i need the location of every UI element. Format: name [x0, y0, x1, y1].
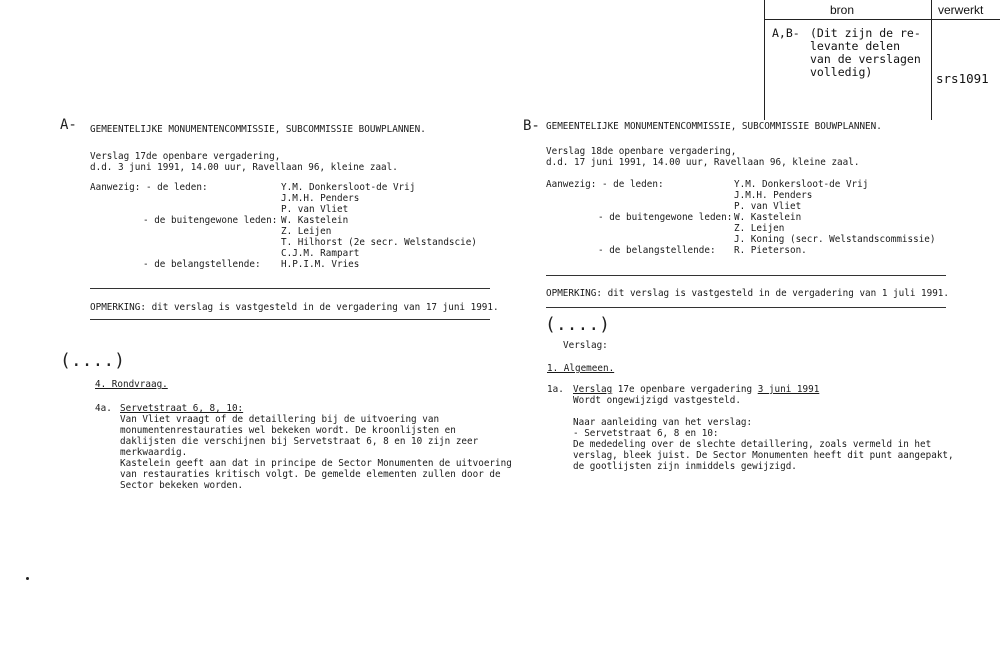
- left-verslag-line1: Verslag 17de openbare vergadering,: [90, 151, 281, 162]
- left-item-body-3: daklijsten die verschijnen bij Servetstraat 6, 8 en 10 zijn zeer: [120, 436, 479, 447]
- left-item-body-4: merkwaardig.: [120, 447, 188, 458]
- left-bg-4: C.J.M. Rampart: [281, 248, 360, 259]
- left-item-body-7: Sector bekeken worden.: [120, 480, 244, 491]
- left-item-body-5: Kastelein geeft aan dat in principe de Sector Monumenten de uitvoering: [120, 458, 512, 469]
- left-aanwezig-label: Aanwezig: - de leden:: [90, 182, 208, 193]
- right-verslag-line1: Verslag 18de openbare vergadering,: [546, 146, 737, 157]
- verwerkt-code: srs1091: [936, 71, 989, 86]
- left-verslag-line2: d.d. 3 juni 1991, 14.00 uur, Ravellaan 96, kleine zaal.: [90, 162, 398, 173]
- right-item-no: 1a.: [547, 384, 564, 395]
- right-buitengewone-label: - de buitengewone leden:: [598, 212, 733, 223]
- left-rule-top: [90, 288, 490, 289]
- right-bg-1: W. Kastelein: [734, 212, 802, 223]
- table-left-border: [764, 0, 765, 120]
- right-naar-aanleiding: Naar aanleiding van het verslag:: [573, 417, 753, 428]
- right-rule-top: [546, 275, 946, 276]
- left-belangstellende: H.P.I.M. Vries: [281, 259, 360, 270]
- right-item-line: [573, 384, 819, 395]
- bron-note-3: van de verslagen: [810, 52, 921, 66]
- marker-a: A-: [60, 117, 77, 133]
- right-belangstellende: R. Pieterson.: [734, 245, 807, 256]
- right-sub-item: - Servetstraat 6, 8 en 10:: [573, 428, 719, 439]
- left-lid-3: P. van Vliet: [281, 204, 349, 215]
- left-lid-2: J.M.H. Penders: [281, 193, 360, 204]
- left-item-body-6: van restauraties kritisch volgt. De gemelde elementen zullen door de: [120, 469, 501, 480]
- bron-note-4: volledig): [810, 65, 873, 79]
- table-header-line: [764, 19, 1000, 20]
- right-item-mid: 17e openbare vergadering: [612, 384, 758, 395]
- right-ellipsis: (....): [545, 314, 611, 335]
- right-item-date: 3 juni 1991: [757, 384, 820, 395]
- right-rule-bottom: [546, 307, 946, 308]
- right-lid-2: J.M.H. Penders: [734, 190, 813, 201]
- right-verslag-heading: Verslag:: [563, 340, 608, 351]
- right-belang-label: - de belangstellende:: [598, 245, 716, 256]
- table-divider: [931, 0, 932, 120]
- bron-note-2: levante delen: [810, 39, 901, 53]
- right-sub-body-1: De mededeling over de slechte detaillering, zoals vermeld in het: [573, 439, 932, 450]
- left-item-body-2: monumentenrestauraties wel bekeken wordt. De kroonlijsten en: [120, 425, 456, 436]
- right-sub-body-3: de gootlijsten zijn inmiddels gewijzigd.: [573, 461, 797, 472]
- right-item-body-1: Wordt ongewijzigd vastgesteld.: [573, 395, 741, 406]
- left-item-title: Servetstraat 6, 8, 10:: [120, 403, 244, 414]
- right-item-verslag: Verslag: [573, 384, 613, 395]
- left-rule-bottom: [90, 319, 490, 320]
- right-bg-3: J. Koning (secr. Welstandscommissie): [734, 234, 936, 245]
- left-ellipsis: (....): [60, 350, 126, 371]
- left-bg-3: T. Hilhorst (2e secr. Welstandscie): [281, 237, 477, 248]
- left-buitengewone-label: - de buitengewone leden:: [143, 215, 278, 226]
- left-item-body-1: Van Vliet vraagt of de detaillering bij de uitvoering van: [120, 414, 440, 425]
- left-bg-2: Z. Leijen: [281, 226, 332, 237]
- left-rondvraag: 4. Rondvraag.: [95, 379, 168, 390]
- bron-ref: A,B-: [772, 26, 800, 40]
- right-lid-1: Y.M. Donkersloot-de Vrij: [734, 179, 869, 190]
- right-algemeen: 1. Algemeen.: [547, 363, 615, 374]
- right-title: GEMEENTELIJKE MONUMENTENCOMMISSIE, SUBCOMMISSIE BOUWPLANNEN.: [546, 121, 882, 132]
- col-verwerkt-header: verwerkt: [938, 3, 984, 17]
- right-verslag-line2: d.d. 17 juni 1991, 14.00 uur, Ravellaan 96, kleine zaal.: [546, 157, 860, 168]
- right-aanwezig-label: Aanwezig: - de leden:: [546, 179, 664, 190]
- bron-note-1: (Dit zijn de re-: [810, 26, 921, 40]
- header-table: [764, 0, 1000, 120]
- right-sub-body-2: verslag, bleek juist. De Sector Monumenten heeft dit punt aangepakt,: [573, 450, 954, 461]
- left-item-no: 4a.: [95, 403, 112, 414]
- left-belang-label: - de belangstellende:: [143, 259, 261, 270]
- left-lid-1: Y.M. Donkersloot-de Vrij: [281, 182, 416, 193]
- right-bg-2: Z. Leijen: [734, 223, 785, 234]
- marker-b: B-: [523, 118, 540, 134]
- right-opmerking: OPMERKING: dit verslag is vastgesteld in de vergadering van 1 juli 1991.: [546, 288, 949, 299]
- stray-dot: [26, 577, 29, 580]
- left-bg-1: W. Kastelein: [281, 215, 349, 226]
- right-lid-3: P. van Vliet: [734, 201, 802, 212]
- left-title: GEMEENTELIJKE MONUMENTENCOMMISSIE, SUBCOMMISSIE BOUWPLANNEN.: [90, 124, 426, 135]
- left-opmerking: OPMERKING: dit verslag is vastgesteld in de vergadering van 17 juni 1991.: [90, 302, 499, 313]
- col-bron-header: bron: [830, 3, 855, 17]
